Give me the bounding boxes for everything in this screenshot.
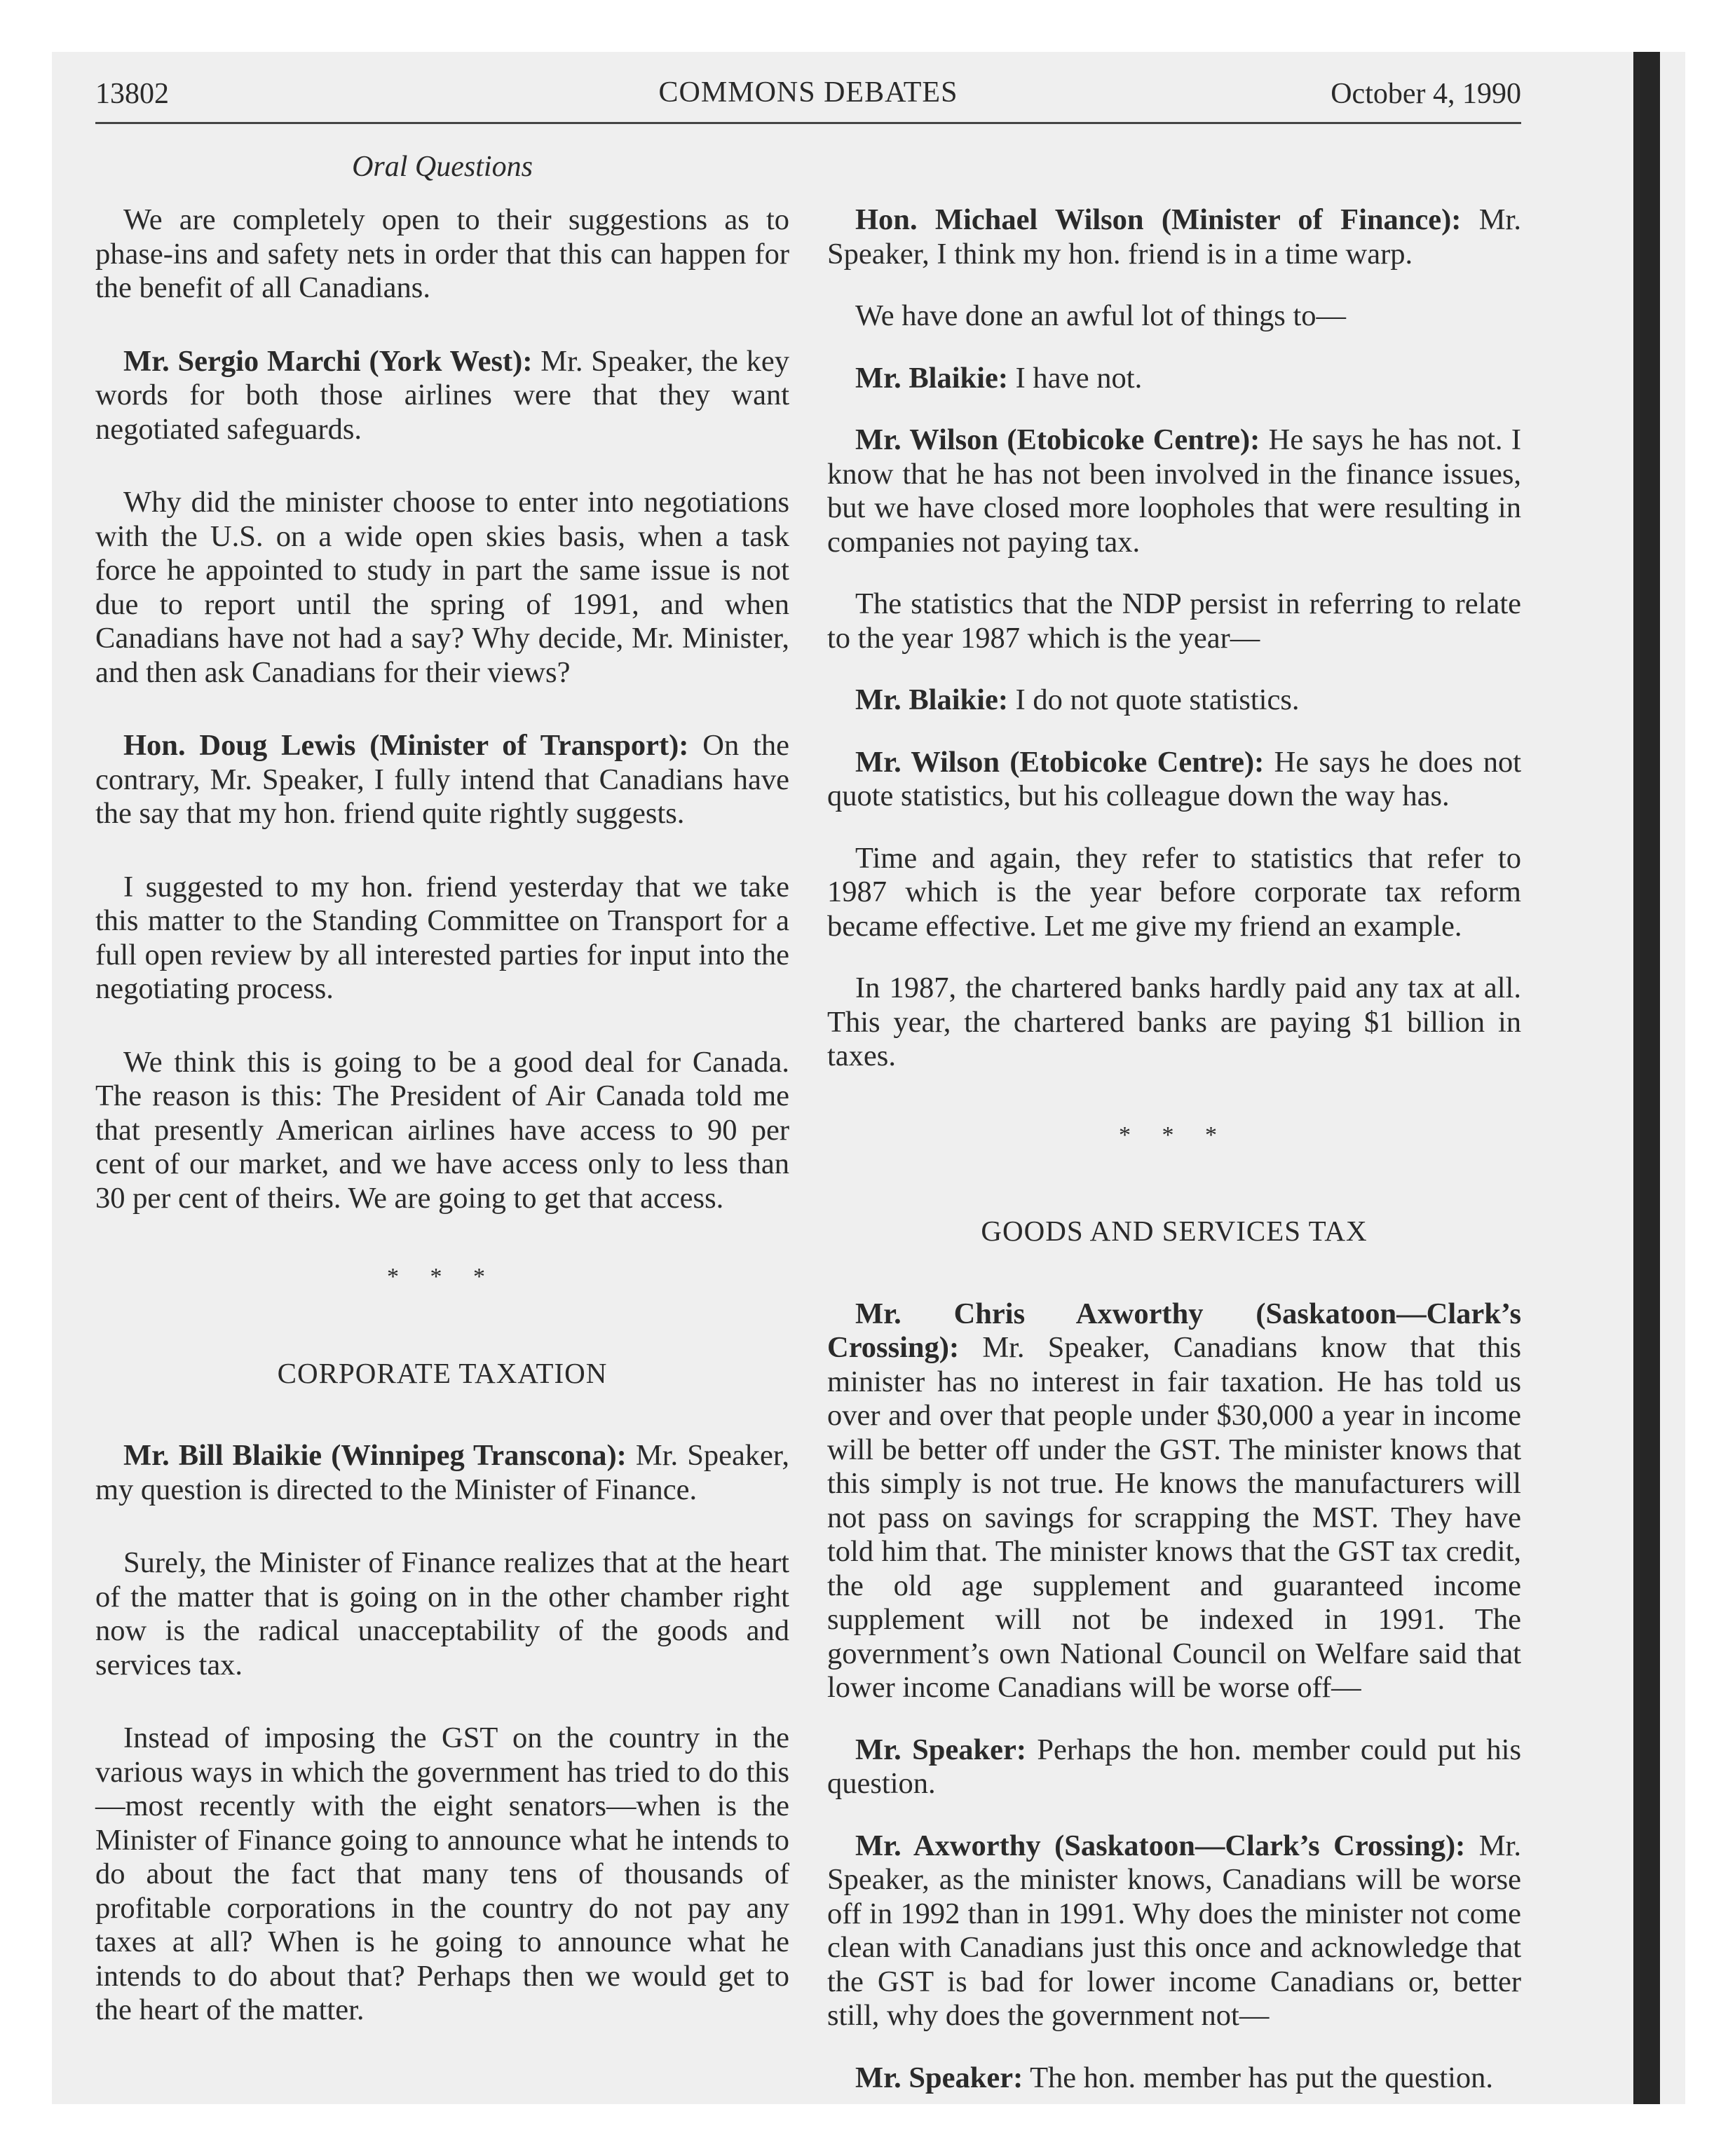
paragraph: The statistics that the NDP persist in referring to relate to the year 1987 which is the year— [827,587,1521,655]
paragraph [827,1733,1521,1801]
speaker-name: Mr. Sergio Marchi (York West): [123,344,533,378]
paragraph [827,746,1521,814]
section-title: GOODS AND SERVICES TAX [981,1215,1368,1247]
speech-text: Perhaps the hon. member could put his question. [827,1733,1521,1800]
speech-text: On the contrary, Mr. Speaker, I fully intend that Canadians have the say that my hon. friend quite rightly suggests. [95,729,789,830]
paragraph [827,362,1521,396]
publication-date: October 4, 1990 [1331,78,1521,110]
speaker-name: Mr. Axworthy (Saskatoon—Clark’s Crossing): [855,1829,1466,1862]
paragraph: Instead of imposing the GST on the country in the various ways in which the government has tried to do this—most recently with the eight senators—when is the Minister of Finance going to announce what he intends to do about the fact that many tens of thousands of profitable corporations in the country do not pay any taxes at all? When is he going to announce what he intends to do about that? Perhaps then we would get to the heart of the matter. [95,1721,789,2026]
speech-text: Mr. Speaker, Canadians know that this minister has no interest in fair taxation. He has told us over and over that people under $30,000 a year in income will be better off under the GST. The minister knows that this simply is not true. He knows the manufacturers will not pass on savings for scrapping the MST. They have told him that. The minister knows that the GST tax credit, the old age supplement and guaranteed income supplement will not be indexed in 1991. The government’s own National Council on Welfare said that lower income Canadians will be worse off— [827,1331,1521,1704]
speaker-name: Mr. Speaker: [855,2061,1023,2094]
speaker-name: Mr. Bill Blaikie (Winnipeg Transcona): [123,1439,627,1472]
publication-title: COMMONS DEBATES [658,76,958,109]
paragraph [827,423,1521,559]
left-column [95,203,789,2067]
section-separator: * * * [1119,1121,1230,1148]
speaker-name: Mr. Wilson (Etobicoke Centre): [855,423,1260,456]
section-title: CORPORATE TAXATION [277,1356,608,1389]
scan-dark-edge [1633,52,1660,2104]
paragraph: Time and again, they refer to statistics that refer to 1987 which is the year before corporate tax reform became effective. Let me give my friend an example. [827,841,1521,943]
speech-text: Mr. Speaker, my question is directed to the Minister of Finance. [95,1439,789,1506]
speaker-name: Mr. Blaikie: [855,683,1008,716]
speech-text: I do not quote statistics. [1008,683,1300,716]
paragraph [827,1297,1521,1705]
paragraph [95,729,789,831]
paragraph [827,683,1521,718]
speech-text: The hon. member has put the question. [1023,2061,1494,2094]
page-number: 13802 [95,78,169,110]
paragraph: In 1987, the chartered banks hardly paid any tax at all. This year, the chartered banks are paying $1 billion in taxes. [827,971,1521,1072]
paragraph: Why did the minister choose to enter into negotiations with the U.S. on a wide open skies basis, when a task force he appointed to study in part the same issue is not due to report until the spring of 1991, and when Canadians have not had a say? Why decide, Mr. Minister, and then ask Canadians for their views? [95,486,789,689]
speech-text: I have not. [1008,361,1143,395]
paragraph [827,2061,1521,2096]
speech-text: He says he has not. I know that he has not been involved in the finance issues, but we have closed more loopholes that were resulting in companies not paying tax. [827,423,1522,559]
speaker-name: Mr. Speaker: [855,1733,1026,1766]
speaker-name: Mr. Blaikie: [855,361,1008,395]
right-column [827,203,1521,2123]
speech-text: Mr. Speaker, as the minister knows, Canadians will be worse off in 1992 than in 1991. Why does the minister not come clean with Canadians just this once and acknowledge that the GST is bad for lower income Canadians or, better still, why does the government not— [827,1829,1521,2032]
paragraph: We are completely open to their suggestions as to phase-ins and safety nets in order that this can happen for the benefit of all Canadians. [95,203,789,304]
paragraph: We have done an awful lot of things to— [855,299,1347,332]
speaker-name: Hon. Michael Wilson (Minister of Finance): [855,203,1462,236]
paragraph [95,345,789,447]
paragraph [827,1829,1521,2033]
paragraph: I suggested to my hon. friend yesterday that we take this matter to the Standing Committee on Transport for a full open review by all interested parties for input into the negotiating process. [95,870,789,1005]
paragraph: We think this is going to be a good deal for Canada. The reason is this: The President of Air Canada told me that presently American airlines have access to 90 per cent of our market, and we have access only to less than 30 per cent of theirs. We are going to get that access. [95,1045,789,1215]
page-header [95,73,1521,124]
section-separator: * * * [387,1264,498,1290]
speech-text: He says he does not quote statistics, but his colleague down the way has. [827,745,1522,812]
paragraph: Surely, the Minister of Finance realizes that at the heart of the matter that is going on in the other chamber right now is the radical unacceptability of the goods and services tax. [95,1546,789,1681]
speaker-name: Mr. Wilson (Etobicoke Centre): [855,745,1265,779]
speech-text: Mr. Speaker, I think my hon. friend is in a time warp. [827,203,1521,271]
speaker-name: Hon. Doug Lewis (Minister of Transport): [123,729,689,762]
paragraph [95,1439,789,1507]
speech-text: Mr. Speaker, the key words for both those airlines were that they want negotiated safeguards. [95,344,789,446]
paragraph [827,203,1521,271]
running-head: Oral Questions [352,151,533,183]
speaker-name: Mr. Chris Axworthy (Saskatoon—Clark’s Crossing): [827,1297,1521,1364]
